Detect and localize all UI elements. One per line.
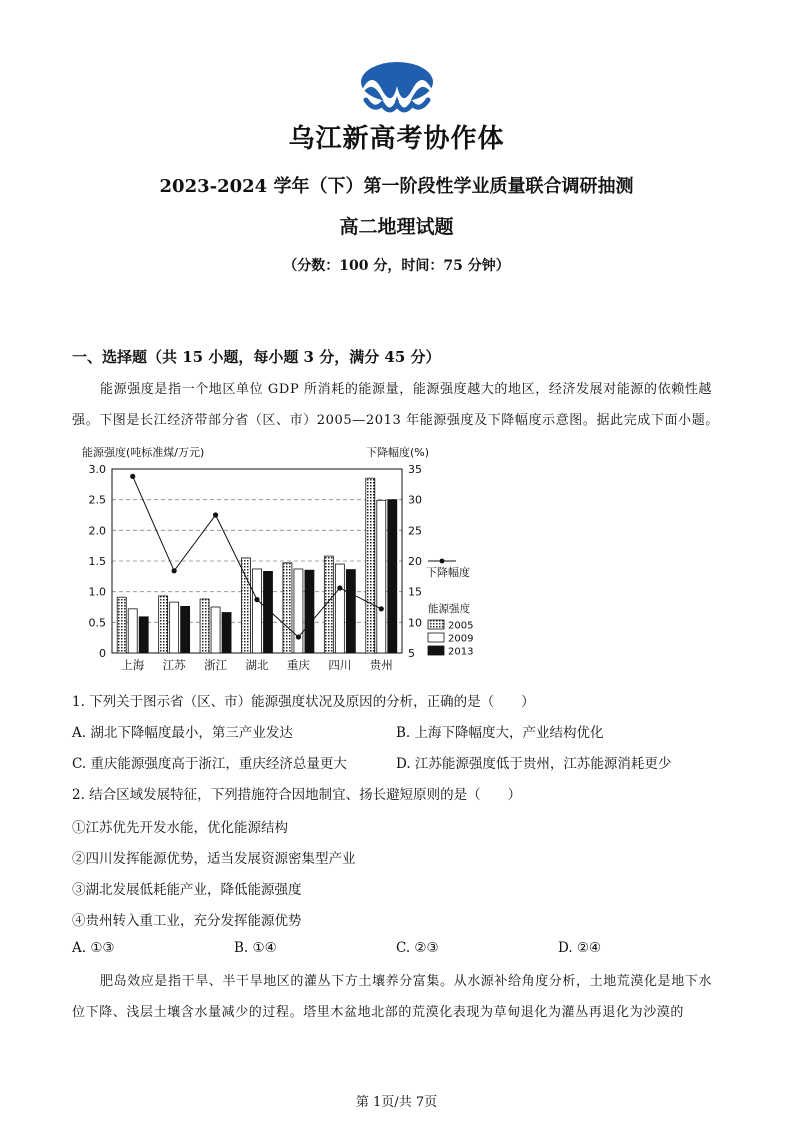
q1-option-d[interactable]: D. 江苏能源强度低于贵州，江苏能源消耗更少: [396, 756, 672, 772]
legend-swatch-2009: [428, 633, 444, 642]
category-label: 重庆: [286, 658, 310, 672]
q2-option-b[interactable]: B. ①④: [234, 940, 277, 956]
legend-line-label: 下降幅度: [426, 566, 470, 579]
right-tick-label: 10: [408, 616, 422, 630]
left-tick-label: 1.0: [88, 585, 106, 599]
category-label: 江苏: [162, 658, 186, 672]
decline-point: [254, 597, 259, 602]
left-axis-title: 能源强度(吨标准煤/万元): [82, 446, 205, 459]
question-2-stem: 2. 结合区域发展特征，下列措施符合因地制宜、扬长避短原则的是（ ）: [72, 787, 522, 803]
bar-2013: [388, 500, 397, 653]
page-footer: 第 1页/共 7页: [355, 1095, 438, 1110]
category-label: 湖北: [245, 658, 269, 672]
energy-chart: [76, 440, 476, 675]
subject-title: 高二地理试题: [339, 216, 454, 238]
right-tick-label: 35: [408, 463, 422, 476]
bar-2005: [159, 596, 168, 653]
bar-2009: [377, 500, 386, 653]
left-tick-label: 1.5: [88, 555, 106, 568]
left-tick-label: 0: [99, 647, 106, 660]
energy-chart-svg: [76, 440, 476, 675]
left-tick-label: 2.0: [88, 524, 106, 538]
next-paragraph: 肥岛效应是指干旱、半干旱地区的灌丛下方土壤养分富集。从水源补给角度分析，土地荒漠化是地下水位下降、浅层土壤含水量减少的过程。塔里木盆地北部的荒漠化表现为草甸退化为灌丛再退化为沙漠的: [72, 974, 713, 1020]
bar-2013: [139, 617, 148, 653]
bar-2009: [335, 564, 344, 653]
right-tick-label: 5: [408, 647, 415, 660]
left-tick-label: 0.5: [88, 616, 106, 630]
q1-option-b[interactable]: B. 上海下降幅度大，产业结构优化: [396, 725, 604, 741]
legend-label-2013: 2013: [448, 646, 474, 658]
category-label: 四川: [328, 658, 352, 672]
left-tick-label: 3.0: [88, 463, 106, 476]
bar-2013: [181, 606, 190, 653]
decline-point: [379, 606, 384, 611]
category-label: 浙江: [204, 658, 228, 672]
bar-2009: [253, 569, 262, 653]
q1-option-c[interactable]: C. 重庆能源强度高于浙江，重庆经济总量更大: [72, 756, 347, 772]
right-tick-label: 15: [408, 585, 422, 599]
legend-label-2009: 2009: [448, 633, 474, 645]
logo: [352, 60, 442, 116]
bar-2009: [211, 607, 220, 653]
decline-point: [337, 585, 342, 590]
decline-point: [172, 568, 177, 573]
logo-emblem-icon: [352, 60, 442, 116]
bar-2009: [294, 569, 303, 653]
bar-2005: [117, 597, 126, 653]
legend-swatch-2005: [428, 620, 444, 629]
decline-point: [296, 634, 301, 639]
bar-2009: [170, 602, 179, 653]
question-1-stem: 1. 下列关于图示省（区、市）能源强度状况及原因的分析，正确的是（ ）: [72, 694, 535, 710]
q2-item-4: ④贵州转入重工业，充分发挥能源优势: [72, 913, 302, 929]
category-label: 贵州: [369, 658, 393, 672]
bar-2005: [242, 558, 251, 653]
legend-label-2005: 2005: [448, 620, 474, 632]
score-time: （分数：100 分，时间：75 分钟）: [283, 258, 510, 274]
q2-option-a[interactable]: A. ①③: [72, 940, 115, 956]
category-label: 上海: [121, 658, 145, 672]
legend-bar-title: 能源强度: [428, 603, 470, 615]
bar-2013: [346, 570, 355, 653]
q2-option-c[interactable]: C. ②③: [396, 940, 439, 956]
bar-2013: [305, 570, 314, 653]
legend-line-point: [440, 559, 445, 564]
q1-option-a[interactable]: A. 湖北下降幅度最小，第三产业发达: [72, 725, 293, 741]
bar-2005: [366, 478, 375, 653]
right-axis-title: 下降幅度(%): [366, 446, 430, 459]
bar-2009: [128, 609, 137, 653]
right-tick-label: 30: [408, 493, 422, 507]
q2-item-1: ①江苏优先开发水能，优化能源结构: [72, 820, 288, 836]
right-tick-label: 25: [408, 524, 422, 538]
legend-swatch-2013: [428, 646, 444, 655]
bar-2013: [222, 613, 231, 653]
exam-title: 2023-2024 学年（下）第一阶段性学业质量联合调研抽测: [159, 176, 634, 197]
intro-paragraph: 能源强度是指一个地区单位 GDP 所消耗的能源量，能源强度越大的地区，经济发展对能源的依赖性越强。下图是长江经济带部分省（区、市）2005—2013 年能源强度及下降幅度示意图。据此完成下面小题。: [72, 382, 719, 428]
logo-text: 乌江新高考协作体: [288, 124, 505, 154]
bar-2005: [200, 599, 209, 653]
q2-option-d[interactable]: D. ②④: [558, 940, 602, 956]
left-tick-label: 2.5: [88, 493, 106, 507]
right-tick-label: 20: [408, 555, 422, 568]
q2-item-2: ②四川发挥能源优势，适当发展资源密集型产业: [72, 851, 356, 867]
decline-point: [213, 512, 218, 517]
q2-item-3: ③湖北发展低耗能产业，降低能源强度: [72, 882, 302, 898]
bar-2005: [283, 563, 292, 653]
decline-point: [130, 474, 135, 479]
section-title: 一、选择题（共 15 小题，每小题 3 分，满分 45 分）: [72, 348, 441, 366]
